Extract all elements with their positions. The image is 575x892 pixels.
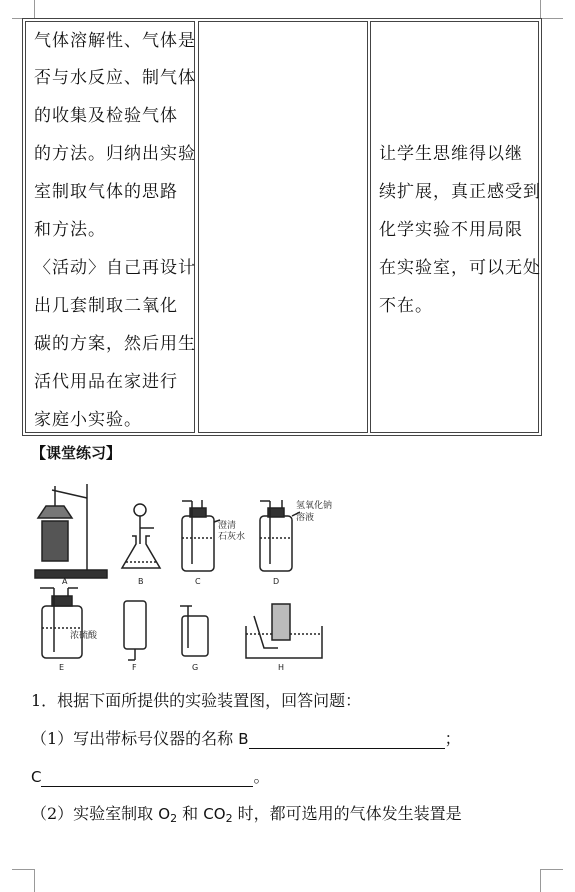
page-corner-mark <box>540 869 563 892</box>
question-1-part-1-c <box>31 764 270 787</box>
formula-co2: $CO_2$ <box>203 805 233 825</box>
table-cell-empty <box>198 21 368 433</box>
label-h: H <box>278 663 285 672</box>
text-line: 的收集及检验气体 <box>34 106 178 126</box>
part-2-text-b: 时，都可选用的气体发生装置是 <box>232 804 462 823</box>
text-line: 在实验室，可以无处 <box>379 258 541 278</box>
lesson-table <box>22 18 542 436</box>
annotation-naoh-2: 溶液 <box>296 513 315 523</box>
part-2-and: 和 <box>177 804 204 823</box>
question-1-part-2 <box>31 801 462 825</box>
part-1-c-end: 。 <box>253 767 270 786</box>
text-line: 的方法。归纳出实验 <box>34 144 196 164</box>
page-corner-mark <box>12 0 35 19</box>
label-e: E <box>59 663 65 672</box>
apparatus-e <box>40 588 82 658</box>
apparatus-h <box>246 604 322 658</box>
text-line: 家庭小实验。 <box>34 410 142 430</box>
apparatus-a <box>35 484 107 578</box>
text-line: 〈活动〉自己再设计 <box>34 258 196 278</box>
apparatus-c <box>182 500 220 571</box>
text-line: 否与水反应、制气体 <box>34 68 196 88</box>
text-line: 活代用品在家进行 <box>34 372 178 392</box>
label-g: G <box>192 663 199 672</box>
formula-o2: $O_2$ <box>158 805 178 825</box>
label-a: A <box>62 577 68 586</box>
part-1-prefix: （1）写出带标号仪器的名称 <box>31 729 234 748</box>
annotation-sulfuric-acid: 浓硫酸 <box>70 631 98 641</box>
page-corner-mark <box>540 0 563 19</box>
table-cell-activity <box>25 21 195 433</box>
text-line: 化学实验不用局限 <box>379 220 523 240</box>
text-line: 气体溶解性、气体是 <box>34 31 196 51</box>
text-line: 室制取气体的思路 <box>34 182 178 202</box>
apparatus-d <box>260 500 300 571</box>
text-line: 碳的方案，然后用生 <box>34 334 196 354</box>
text-line: 不在。 <box>379 296 433 316</box>
label-d: D <box>273 577 280 586</box>
text-line: 续扩展，真正感受到 <box>379 182 541 202</box>
label-c: C <box>195 577 201 586</box>
text-line: 和方法。 <box>34 220 106 240</box>
text-line: 让学生思维得以继 <box>379 144 523 164</box>
table-cell-intent <box>370 21 539 433</box>
text-line: 出几套制取二氧化 <box>34 296 178 316</box>
annotation-naoh-1: 氢氧化钠 <box>296 501 333 511</box>
part-1-end: ； <box>444 729 461 748</box>
answer-blank-b[interactable] <box>249 748 445 749</box>
page-corner-mark <box>12 869 35 892</box>
lab-apparatus-figure <box>32 476 347 676</box>
question-1-part-1 <box>31 726 461 749</box>
section-heading: 【课堂练习】 <box>31 444 122 462</box>
label-f: F <box>132 663 137 672</box>
part-1-b-label: B <box>238 730 249 748</box>
part-1-c-label: C <box>31 768 42 786</box>
label-b: B <box>138 577 144 586</box>
apparatus-f <box>124 601 146 660</box>
answer-blank-c[interactable] <box>41 786 253 787</box>
question-1: 1．根据下面所提供的实验装置图，回答问题： <box>31 691 362 710</box>
apparatus-b <box>122 504 160 568</box>
part-2-text-a: （2）实验室制取 <box>31 804 154 823</box>
annotation-lime-water-2: 石灰水 <box>218 532 246 542</box>
annotation-lime-water-1: 澄清 <box>218 521 237 531</box>
apparatus-g <box>180 606 208 656</box>
